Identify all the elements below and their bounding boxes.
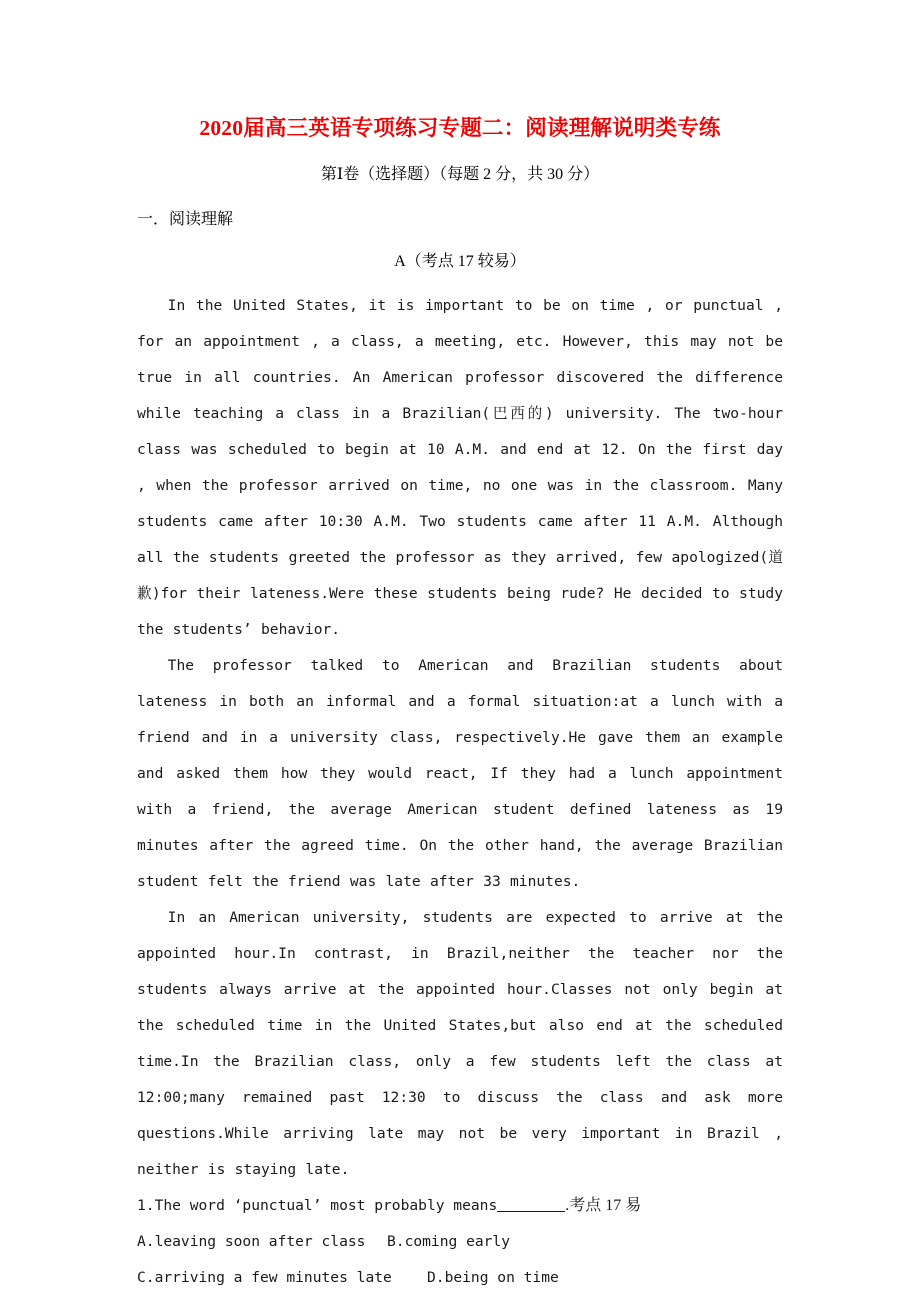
- option-d[interactable]: D.being on time: [427, 1269, 559, 1286]
- option-b[interactable]: B.coming early: [387, 1233, 511, 1250]
- passage-paragraph: In the United States, it is important to be on time , or punctual , for an appointment , a class, a meeting, etc. However, this may not be true in all countries. An American professor discovered the difference while teaching a class in a Brazilian(巴西的) university. The two-hour class was scheduled to begin at 10 A.M. and end at 12. On the first day , when the professor arrived on time, no one was in the classroom. Many students came after 10:30 A.M. Two students came after 11 A.M. Although all the students greeted the professor as they arrived, few apologized(道歉)for their lateness.Were these students being rude? He decided to study the students’ behavior.: [137, 297, 783, 638]
- options-row-ab: [137, 1224, 783, 1260]
- passage-paragraph: The professor talked to American and Brazilian students about lateness in both an informal and a formal situation:at a lunch with a friend and in a university class, respectively.He gave them an example and asked them how they would react, If they had a lunch appointment with a friend, the average American student defined lateness as 19 minutes after the agreed time. On the other hand, the average Brazilian student felt the friend was late after 33 minutes.: [137, 657, 783, 890]
- question-stem-text: 1.The word ‘punctual’ most probably means: [137, 1197, 498, 1214]
- exam-part-label: 第Ⅰ卷（选择题）（每题 2 分，共 30 分）: [320, 166, 600, 183]
- passage-label-a: A（考点 17 较易）: [394, 253, 526, 270]
- document-content: [137, 0, 783, 1296]
- passage-paragraph: In an American university, students are expected to arrive at the appointed hour.In contrast, in Brazil,neither the teacher nor the students always arrive at the appointed hour.Classes not only begin at the scheduled time in the United States,but also end at the scheduled time.In the Brazilian class, only a few students left the class at 12:00;many remained past 12:30 to discuss the class and ask more questions.While arriving late may not be very important in Brazil , neither is staying late.: [137, 909, 783, 1178]
- section-heading-reading-comprehension: 一．阅读理解: [137, 211, 234, 228]
- options-row-cd: [137, 1260, 783, 1296]
- page-title: 2020届高三英语专项练习专题二：阅读理解说明类专练: [199, 116, 721, 140]
- answer-blank-rule: [497, 1211, 565, 1212]
- question-stem-suffix: .考点 17 易: [565, 1197, 642, 1214]
- option-a[interactable]: A.leaving soon after class: [137, 1233, 366, 1250]
- passage-body: [137, 274, 783, 1188]
- question-1: [137, 1188, 783, 1296]
- question-stem: [137, 1188, 783, 1224]
- option-c[interactable]: C.arriving a few minutes late: [137, 1269, 392, 1286]
